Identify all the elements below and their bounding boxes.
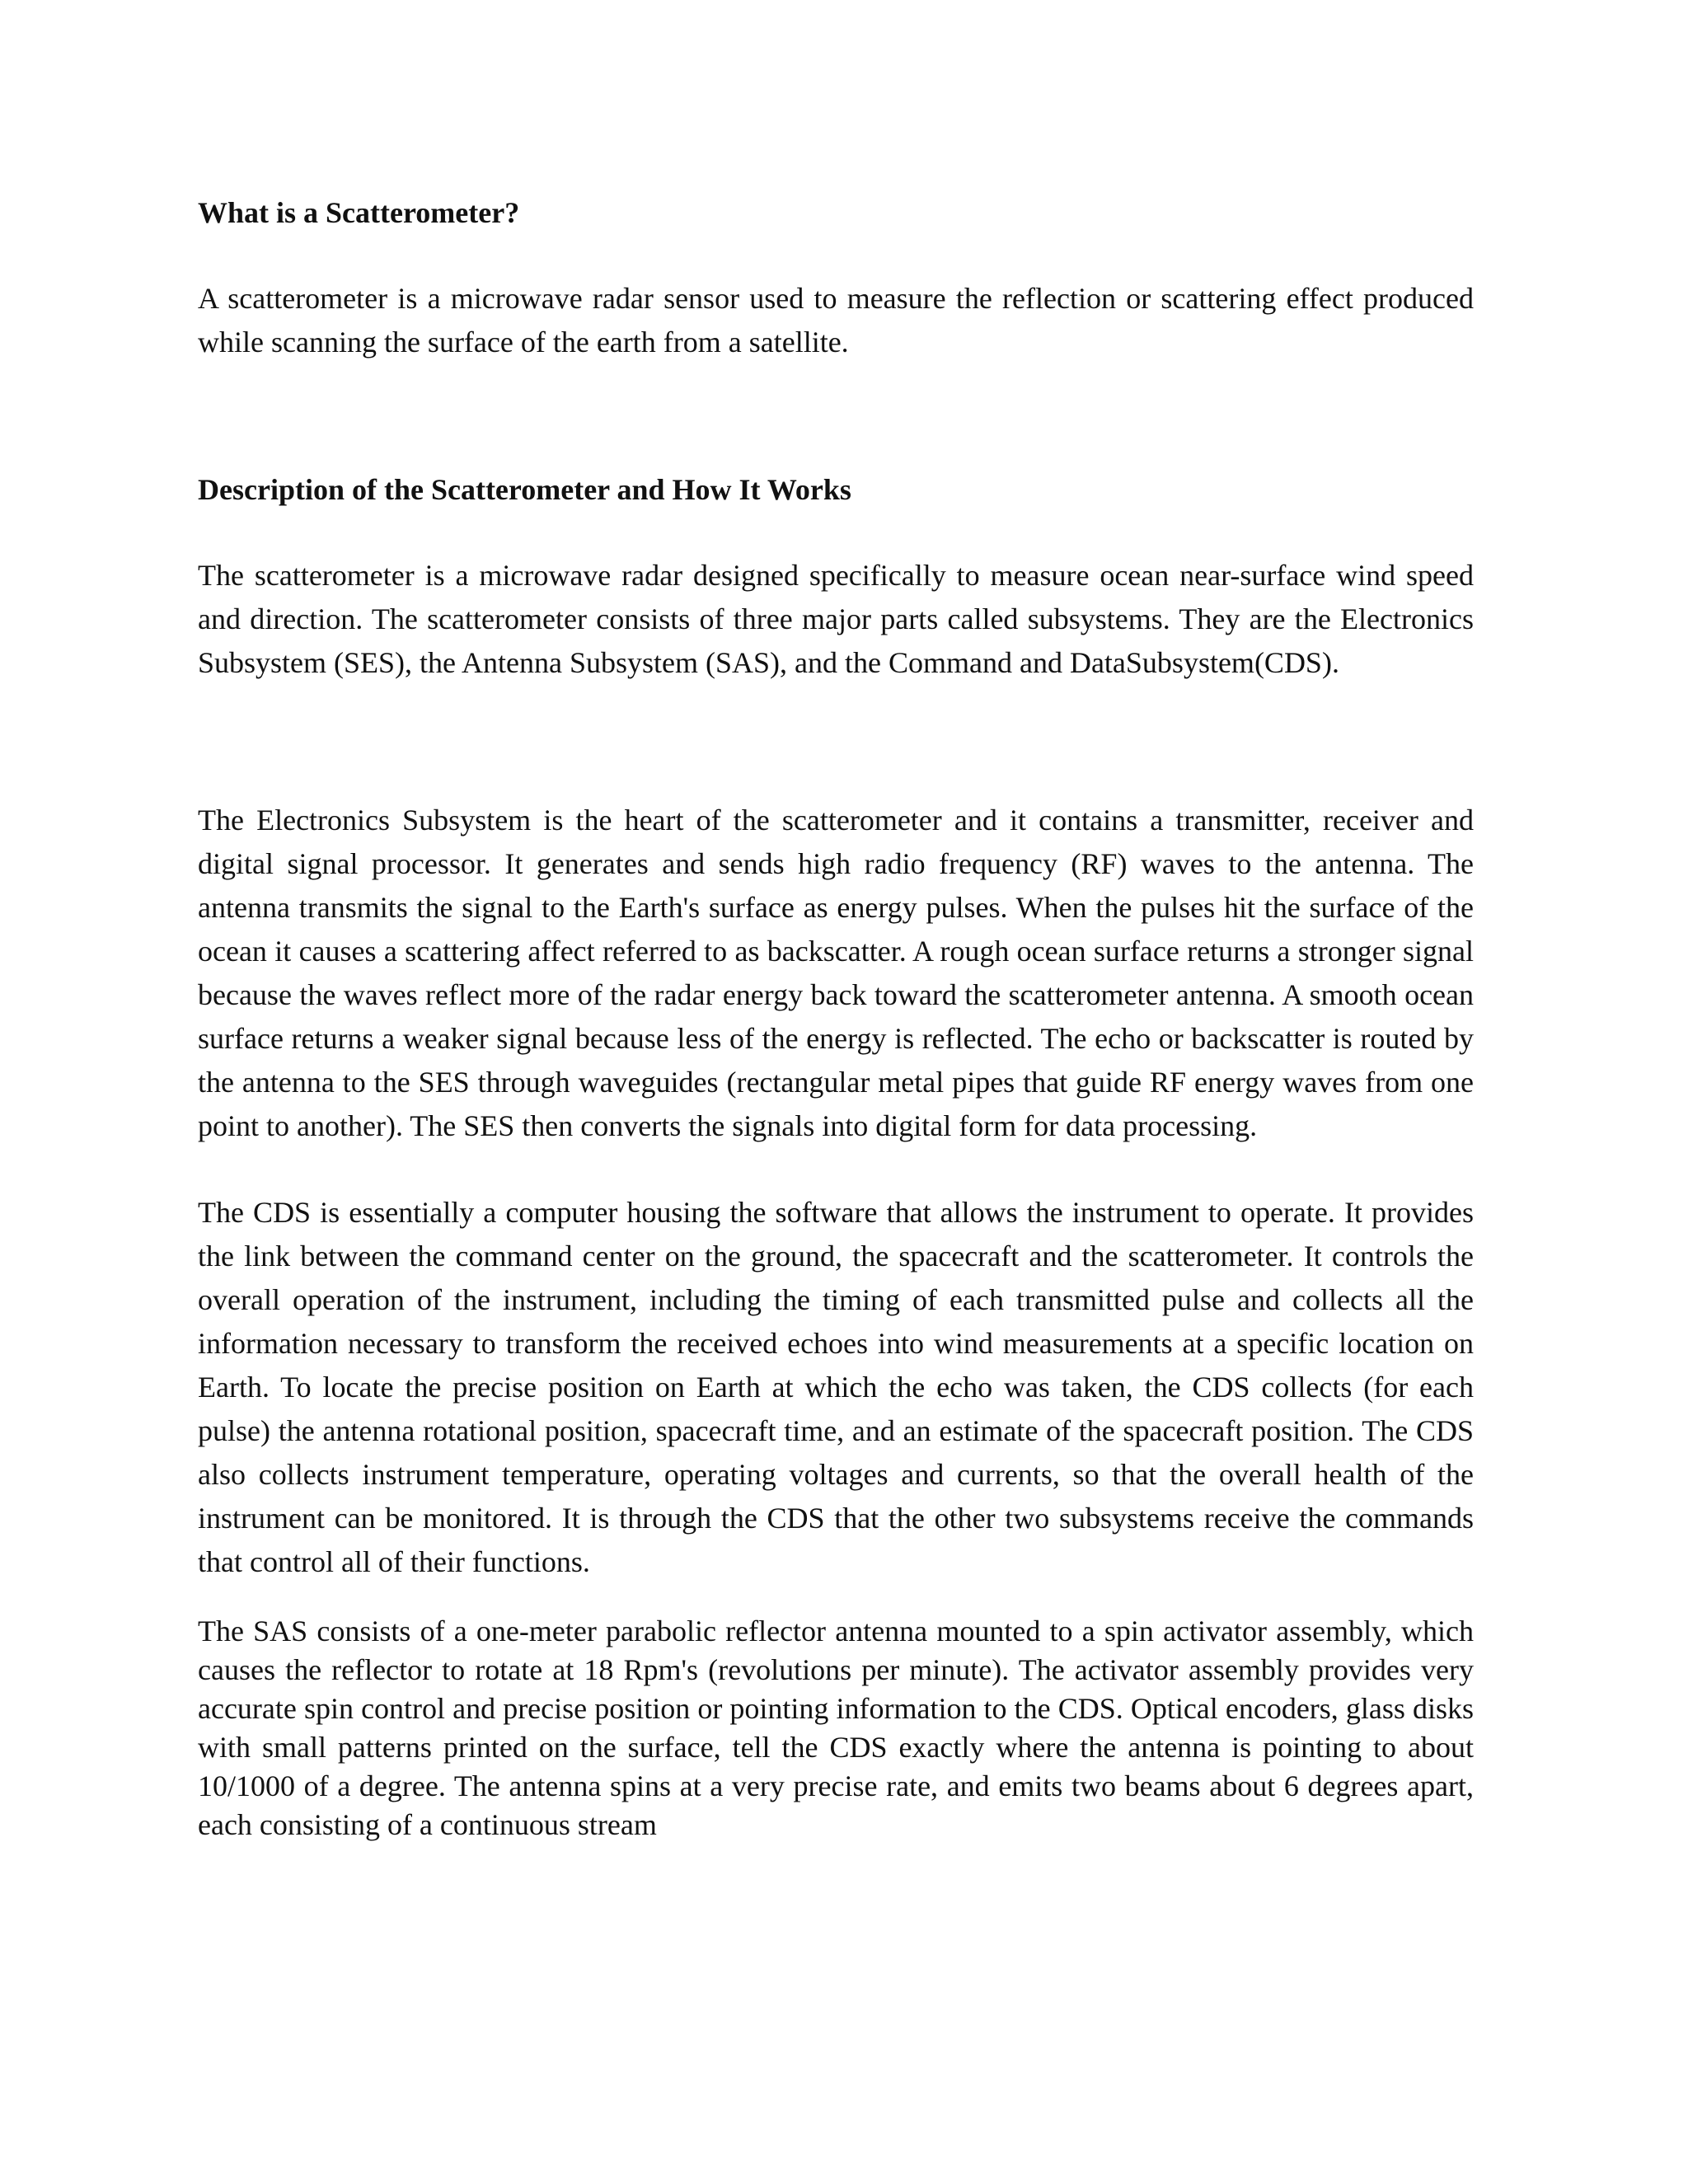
- paragraph-definition: A scatterometer is a microwave radar sensor used to measure the reflection or scattering effect produced while scanning the surface of the earth from a satellite.: [198, 282, 1474, 359]
- heading-description: Description of the Scatterometer and How It Works: [198, 473, 851, 506]
- paragraph-command-data-subsystem: The CDS is essentially a computer housing the software that allows the instrument to operate. It provides the link between the command center on the ground, the spacecraft and the scatterometer. It controls the overall operation of the instrument, including the timing of each transmitted pulse and collects all the information necessary to transform the received echoes into wind measurements at a specific location on Earth. To locate the precise position on Earth at which the echo was taken, the CDS collects (for each pulse) the antenna rotational position, spacecraft time, and an estimate of the spacecraft position. The CDS also collects instrument temperature, operating voltages and currents, so that the overall health of the instrument can be monitored. It is through the CDS that the other two subsystems receive the commands that control all of their functions.: [198, 1196, 1474, 1578]
- heading-what-is-scatterometer: What is a Scatterometer?: [198, 196, 520, 229]
- document-body: [198, 191, 1474, 1844]
- paragraph-antenna-subsystem: The SAS consists of a one-meter parabolic reflector antenna mounted to a spin activator assembly, which causes the reflector to rotate at 18 Rpm's (revolutions per minute). The activator assembly provides very accurate spin control and precise position or pointing information to the CDS. Optical encoders, glass disks with small patterns printed on the surface, tell the CDS exactly where the antenna is pointing to about 10/1000 of a degree. The antenna spins at a very precise rate, and emits two beams about 6 degrees apart, each consisting of a continuous stream: [198, 1615, 1474, 1841]
- paragraph-electronics-subsystem: The Electronics Subsystem is the heart of the scatterometer and it contains a transmitter, receiver and digital signal processor. It generates and sends high radio frequency (RF) waves to the antenna. The antenna transmits the signal to the Earth's surface as energy pulses. When the pulses hit the surface of the ocean it causes a scattering affect referred to as backscatter. A rough ocean surface returns a stronger signal because the waves reflect more of the radar energy back toward the scatterometer antenna. A smooth ocean surface returns a weaker signal because less of the energy is reflected. The echo or backscatter is routed by the antenna to the SES through waveguides (rectangular metal pipes that guide RF energy waves from one point to another). The SES then converts the signals into digital form for data processing.: [198, 804, 1474, 1142]
- paragraph-subsystems-overview: The scatterometer is a microwave radar designed specifically to measure ocean near-surface wind speed and direction. The scatterometer consists of three major parts called subsystems. They are the Electronics Subsystem (SES), the Antenna Subsystem (SAS), and the Command and DataSubsystem(CDS).: [198, 559, 1474, 679]
